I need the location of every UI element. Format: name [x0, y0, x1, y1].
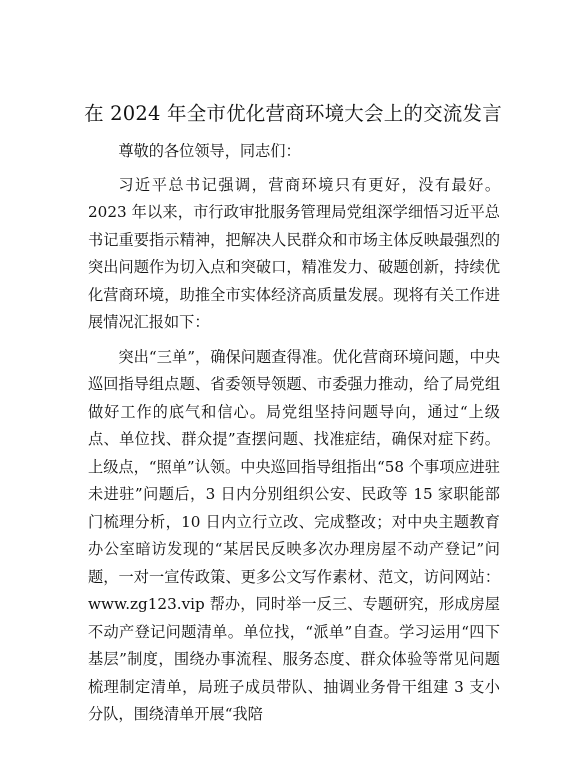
- paragraph-three-lists: 突出“三单”，确保问题查得准。优化营商环境问题，中央巡回指导组点题、省委领导领题、市委强力推动，给了局党组做好工作的底气和信心。局党组坚持问题导向，通过“上级点、单位找、群众提”查摆问题、找准症结，确保对症下药。上级点，“照单”认领。中央巡回指导组指出“58 个事项应进驻未进驻”问题后，3 日内分别组织公安、民政等 15 家职能部门梳理分析，10 日内立行立改、完成整改；对中央主题教育办公室暗访发现的“某居民反映多次办理房屋不动产登记”问题，一对一宣传政策、更多公文写作素材、范文，访问网站：www.zg123.vip 帮办，同时举一反三、专题研究，形成房屋不动产登记问题清单。单位找，“派单”自查。学习运用“四下基层”制度，围绕办事流程、服务态度、群众体验等常见问题梳理制定清单，局班子成员带队、抽调业务骨干组建 3 支小分队，围绕清单开展“我陪: [88, 347, 500, 723]
- document-title: 在 2024 年全市优化营商环境大会上的交流发言: [84, 102, 502, 125]
- salutation: 尊敬的各位领导，同志们：: [118, 142, 301, 160]
- document-body: [88, 138, 500, 729]
- paragraph-intro: 习近平总书记强调，营商环境只有更好，没有最好。2023 年以来，市行政审批服务管理局党组深学细悟习近平总书记重要指示精神，把解决人民群众和市场主体反映最强烈的突出问题作为切入点和突破口，精准发力、破题创新，持续优化营商环境，助推全市实体经济高质量发展。现将有关工作进展情况汇报如下：: [88, 175, 500, 331]
